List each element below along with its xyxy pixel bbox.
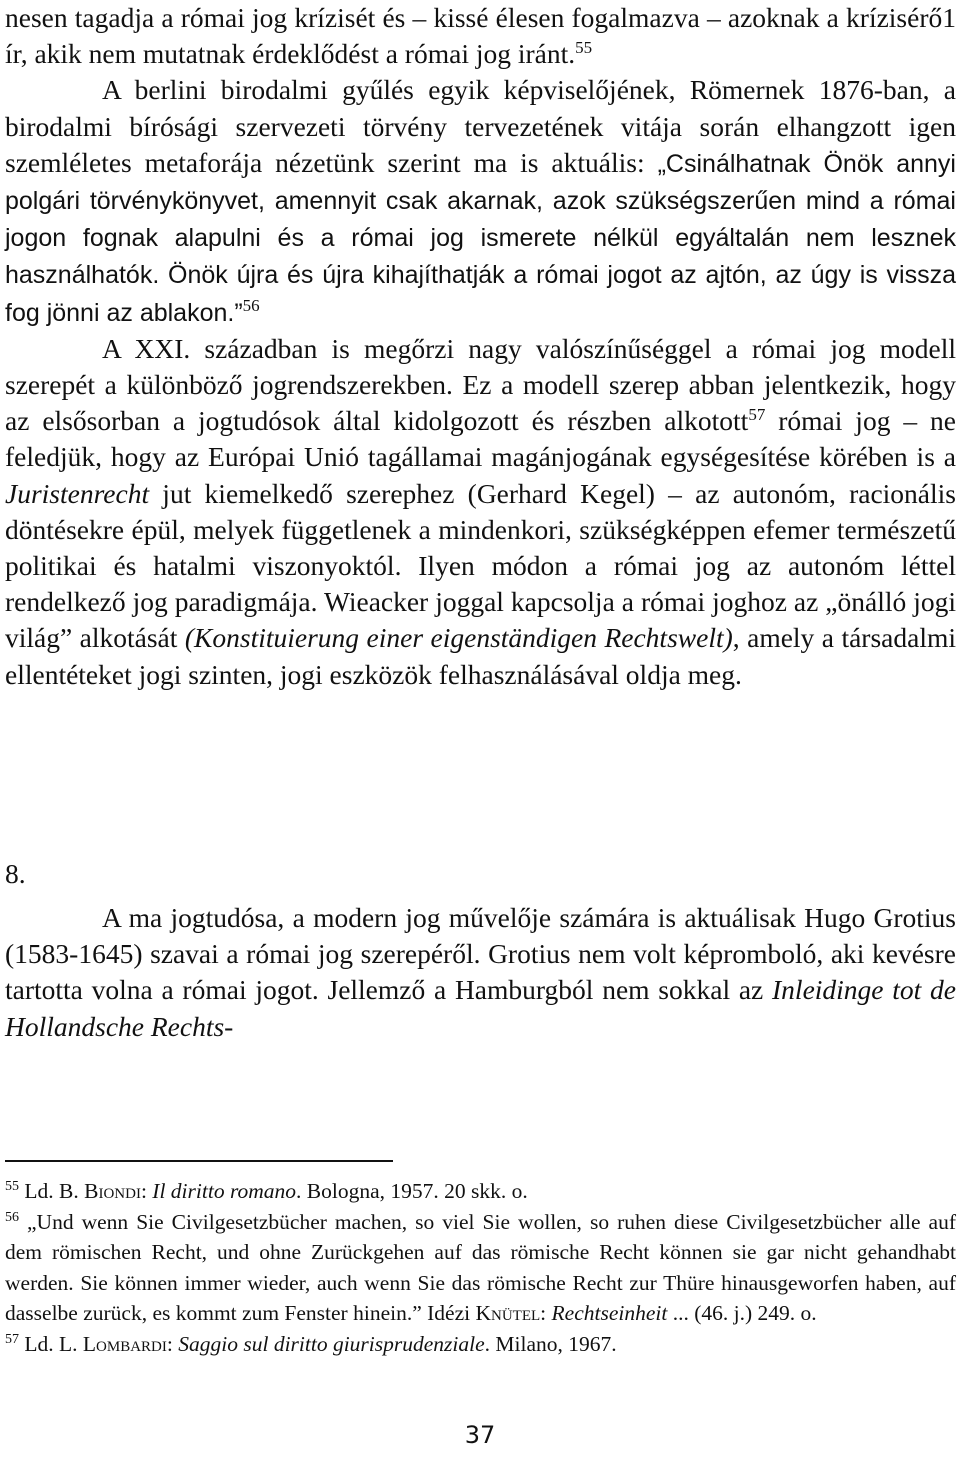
- footnotes: [5, 1176, 956, 1359]
- section-number: 8.: [5, 858, 26, 889]
- footnote-55: [5, 1176, 956, 1207]
- footnote-author: Knütel: [475, 1301, 541, 1325]
- paragraph-text: nesen tagadja a római jog krízisét és – kissé élesen fogalmazva – azoknak a krízisérő1 ír, akik nem mutatnak érdeklődést a római jog iránt.: [5, 2, 956, 70]
- footnote-text: ... (46. j.) 249. o.: [667, 1301, 817, 1325]
- footnote-title: Rechtseinheit: [551, 1301, 668, 1325]
- footnote-number: 55: [5, 1178, 19, 1194]
- footnote-text: Ld. B.: [19, 1179, 85, 1203]
- footnote-text: :: [166, 1331, 179, 1356]
- footnote-57: [5, 1329, 956, 1360]
- paragraph-model-role: [5, 331, 956, 693]
- footnote-number: 57: [5, 1331, 19, 1347]
- italic-term: Juristenrecht: [5, 477, 150, 509]
- footnote-ref-56[interactable]: 56: [242, 295, 260, 315]
- italic-term: (Konstituierung einer eigenständigen Rechtswelt): [184, 622, 733, 654]
- paragraph-romer-quote: [5, 72, 956, 330]
- footnote-ref-55[interactable]: 55: [575, 38, 593, 58]
- footnote-author: Biondi: [84, 1179, 141, 1203]
- footnote-56: [5, 1207, 956, 1329]
- footnote-separator: [5, 1160, 393, 1162]
- paragraph-text: A berlini birodalmi gyűlés egyik képviselőjének, Römernek 1876-ban, a birodalmi bírósági szervezeti törvény tervezetének vitája során elhangzott igen szemléletes metaforája nézetünk szerint ma is aktuális:: [5, 74, 956, 178]
- section-text: [5, 900, 956, 1045]
- footnote-number: 56: [5, 1209, 19, 1225]
- paragraph-text: , amely a társadalmi ellentéteket jogi szinten, jogi eszközök felhasználásával oldja meg.: [5, 622, 956, 690]
- paragraph-text: római jog – ne feledjük, hogy az Európai Unió tagállamai magánjogának egységesítése körében is a: [5, 405, 956, 473]
- page-number: 37: [464, 1421, 496, 1449]
- footnote-author: Lombardi: [82, 1331, 167, 1356]
- footnote-text: „Und wenn Sie Civilgesetzbücher machen, so viel Sie wollen, so ruhen diese Civilgesetzbücher alle auf dem römischen Recht, und ohne Zurückgehen auf das römische Recht können sie gar nicht gehandhabt werden. Sie können immer wieder, auch wenn Sie das römische Recht zur Thüre hinausgeworfen haben, auf dasselbe zurück, es kommt zum Fenster hinein.” Idézi: [5, 1209, 956, 1325]
- footnote-text: . Milano, 1967.: [484, 1331, 617, 1356]
- footnote-text: :: [540, 1301, 552, 1325]
- footnote-title: Il diritto romano: [152, 1179, 297, 1203]
- footnote-text: :: [140, 1179, 153, 1203]
- romer-quote: „Csinálhatnak Önök annyi polgári törvénykönyvet, amennyit csak akarnak, azok szükségszerűen mind a római jogon fognak alapulni és a római jog ismerete nélkül egyáltalán nem lesznek használhatók. Önök újra és újra kihajíthatják a római jogot az ajtón, az úgy is vissza fog jönni az ablakon.”: [5, 149, 956, 327]
- paragraph-text: A ma jogtudósa, a modern jog művelője számára is aktuálisak Hugo Grotius (1583-1645) szavai a római jog szerepéről. Grotius nem volt képromboló, aki kevésre tartotta volna a római jogot. Jellemző a Hamburgból nem sokkal az: [5, 902, 956, 1006]
- main-text: [5, 0, 956, 693]
- italic-term: Inleidinge tot de Hollandsche Rechts-: [5, 974, 956, 1042]
- paragraph-text: A XXI. században is megőrzi nagy valószínűséggel a római jog modell szerepét a különböző jogrendszerekben. Ez a modell szerep abban jelentkezik, hogy az elsősorban a jogtudósok által kidolgozott és részben alkotott: [5, 332, 956, 437]
- paragraph-text: jut kiemelkedő szerephez (Gerhard Kegel) – az autonóm, racionális döntésekre épül, melyek függetlenek a mindenkori, szükségképpen efemer természetű politikai és hatalmi viszonyoktól. Ilyen módon a római jog az autonóm léttel rendelkező jog paradigmája. Wieacker joggal kapcsolja a római joghoz az „önálló jogi világ” alkotását: [5, 477, 956, 654]
- footnote-title: Saggio sul diritto giurisprudenziale: [178, 1331, 485, 1356]
- footnote-ref-57[interactable]: 57: [748, 405, 766, 425]
- footnote-text: . Bologna, 1957. 20 skk. o.: [296, 1179, 528, 1203]
- paragraph-grotius: [5, 900, 956, 1045]
- footnote-text: Ld. L.: [19, 1331, 83, 1356]
- paragraph-continuation: [5, 0, 956, 72]
